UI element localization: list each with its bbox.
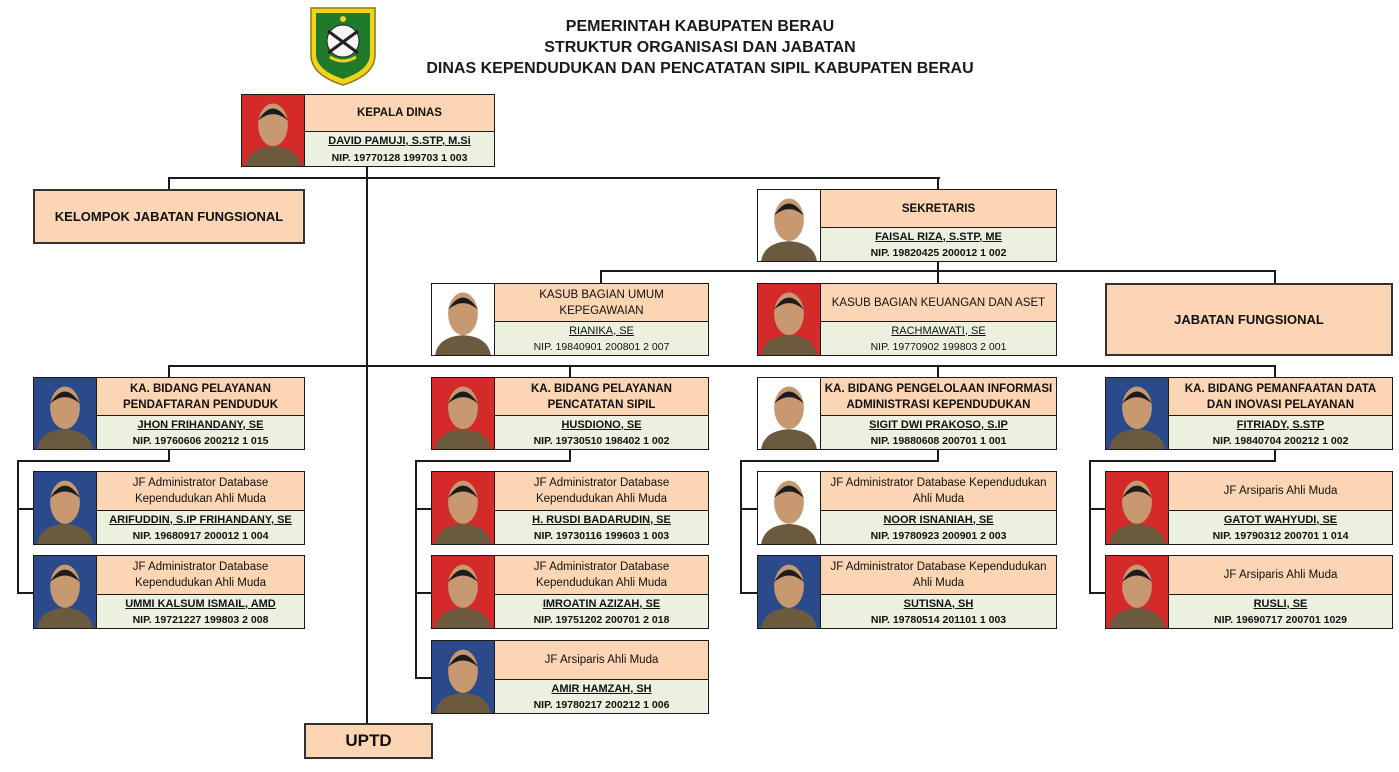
person-icon xyxy=(34,472,96,544)
person-icon xyxy=(432,556,494,628)
name-label: NOOR ISNANIAH, SE xyxy=(821,511,1056,529)
connector xyxy=(415,460,571,462)
avatar xyxy=(34,472,97,544)
avatar xyxy=(758,284,821,355)
sekretaris-card xyxy=(757,189,1057,262)
jabatan-fungsional-box xyxy=(1105,283,1393,356)
connector xyxy=(168,365,170,377)
nip-label: NIP. 19690717 200701 1029 xyxy=(1169,611,1392,628)
box-label: JABATAN FUNGSIONAL xyxy=(1174,312,1324,327)
position-label: JF Administrator Database Kependudukan Ahli Muda xyxy=(97,472,304,511)
person-icon xyxy=(432,284,494,355)
connector xyxy=(366,166,368,726)
avatar xyxy=(432,641,495,713)
bidang-head-card xyxy=(1105,377,1393,450)
person-icon xyxy=(432,472,494,544)
person-icon xyxy=(758,472,820,544)
staff-card xyxy=(1105,555,1393,629)
header-line-2: STRUKTUR ORGANISASI DAN JABATAN xyxy=(544,39,856,56)
avatar xyxy=(758,472,821,544)
position-label: JF Arsiparis Ahli Muda xyxy=(495,641,708,680)
name-label: ARIFUDDIN, S.IP FRIHANDANY, SE xyxy=(97,511,304,529)
kelompok-fungsional-box xyxy=(33,189,305,244)
avatar xyxy=(432,284,495,355)
avatar xyxy=(1106,556,1169,628)
position-label: JF Administrator Database Kependudukan Ahli Muda xyxy=(495,556,708,595)
staff-card xyxy=(757,555,1057,629)
staff-card xyxy=(757,471,1057,545)
nip-label: NIP. 19730116 199603 1 003 xyxy=(495,527,708,544)
nip-label: NIP. 19760606 200212 1 015 xyxy=(97,432,304,449)
nip-label: NIP. 19680917 200012 1 004 xyxy=(97,527,304,544)
nip-label: NIP. 19751202 200701 2 018 xyxy=(495,611,708,628)
nip-label: NIP. 19780923 200901 2 003 xyxy=(821,527,1056,544)
bidang-head-card xyxy=(757,377,1057,450)
connector xyxy=(168,365,1276,367)
person-icon xyxy=(34,378,96,449)
name-label: FAISAL RIZA, S.STP, ME xyxy=(821,228,1056,246)
name-label: RACHMAWATI, SE xyxy=(821,322,1056,340)
staff-card xyxy=(431,555,709,629)
connector xyxy=(740,592,758,594)
position-label: JF Administrator Database Kependudukan Ahli Muda xyxy=(821,472,1056,511)
connector xyxy=(937,177,939,189)
avatar xyxy=(1106,472,1169,544)
nip-label: NIP. 19790312 200701 1 014 xyxy=(1169,527,1392,544)
staff-card xyxy=(33,555,305,629)
name-label: SIGIT DWI PRAKOSO, S.IP xyxy=(821,416,1056,434)
nip-label: NIP. 19770128 199703 1 003 xyxy=(305,149,494,166)
name-label: SUTISNA, SH xyxy=(821,595,1056,613)
person-icon xyxy=(758,556,820,628)
bidang-head-card xyxy=(431,377,709,450)
person-icon xyxy=(758,378,820,449)
position-label: KA. BIDANG PELAYANAN PENDAFTARAN PENDUDUK xyxy=(97,378,304,416)
box-label: KELOMPOK JABATAN FUNGSIONAL xyxy=(54,209,284,224)
person-icon xyxy=(758,190,820,261)
name-label: IMROATIN AZIZAH, SE xyxy=(495,595,708,613)
position-label: KASUB BAGIAN UMUM KEPEGAWAIAN xyxy=(495,284,708,322)
name-label: JHON FRIHANDANY, SE xyxy=(97,416,304,434)
kasubag-keuangan-card xyxy=(757,283,1057,356)
connector xyxy=(17,460,19,594)
header-line-3: DINAS KEPENDUDUKAN DAN PENCATATAN SIPIL KABUPATEN BERAU xyxy=(426,60,974,77)
connector xyxy=(415,460,417,679)
person-icon xyxy=(1106,378,1168,449)
person-icon xyxy=(1106,472,1168,544)
avatar xyxy=(758,190,821,261)
position-label: JF Administrator Database Kependudukan Ahli Muda xyxy=(821,556,1056,595)
connector xyxy=(1089,460,1091,594)
staff-card xyxy=(431,471,709,545)
avatar xyxy=(432,556,495,628)
person-icon xyxy=(432,378,494,449)
staff-card xyxy=(1105,471,1393,545)
connector xyxy=(168,177,170,189)
person-icon xyxy=(758,284,820,355)
avatar xyxy=(242,95,305,166)
connector xyxy=(937,270,939,283)
position-label: JF Arsiparis Ahli Muda xyxy=(1169,556,1392,595)
avatar xyxy=(1106,378,1169,449)
name-label: UMMI KALSUM ISMAIL, AMD xyxy=(97,595,304,613)
position-label: KASUB BAGIAN KEUANGAN DAN ASET xyxy=(821,284,1056,322)
connector xyxy=(1274,365,1276,377)
connector xyxy=(740,508,758,510)
connector xyxy=(937,365,939,377)
avatar xyxy=(34,378,97,449)
staff-card xyxy=(33,471,305,545)
staff-card xyxy=(431,640,709,714)
connector xyxy=(740,460,939,462)
position-label: SEKRETARIS xyxy=(821,190,1056,228)
connector xyxy=(168,177,940,179)
position-label: JF Administrator Database Kependudukan Ahli Muda xyxy=(97,556,304,595)
box-label: UPTD xyxy=(345,731,392,750)
bidang-head-card xyxy=(33,377,305,450)
nip-label: NIP. 19780217 200212 1 006 xyxy=(495,696,708,713)
connector xyxy=(1089,460,1276,462)
name-label: DAVID PAMUJI, S.STP, M.Si xyxy=(305,132,494,150)
name-label: AMIR HAMZAH, SH xyxy=(495,680,708,698)
connector xyxy=(1274,270,1276,283)
connector xyxy=(17,460,170,462)
nip-label: NIP. 19820425 200012 1 002 xyxy=(821,244,1056,261)
person-icon xyxy=(242,95,304,166)
person-icon xyxy=(432,641,494,713)
position-label: JF Arsiparis Ahli Muda xyxy=(1169,472,1392,511)
nip-label: NIP. 19780514 201101 1 003 xyxy=(821,611,1056,628)
position-label: KEPALA DINAS xyxy=(305,95,494,132)
kasubag-umum-card xyxy=(431,283,709,356)
connector xyxy=(740,460,742,594)
nip-label: NIP. 19840901 200801 2 007 xyxy=(495,338,708,355)
avatar xyxy=(34,556,97,628)
avatar xyxy=(758,378,821,449)
name-label: RIANIKA, SE xyxy=(495,322,708,340)
avatar xyxy=(432,378,495,449)
position-label: JF Administrator Database Kependudukan Ahli Muda xyxy=(495,472,708,511)
connector xyxy=(600,270,602,283)
position-label: KA. BIDANG PEMANFAATAN DATA DAN INOVASI PELAYANAN xyxy=(1169,378,1392,416)
nip-label: NIP. 19770902 199803 2 001 xyxy=(821,338,1056,355)
name-label: HUSDIONO, SE xyxy=(495,416,708,434)
connector xyxy=(569,365,571,377)
nip-label: NIP. 19880608 200701 1 001 xyxy=(821,432,1056,449)
name-label: RUSLI, SE xyxy=(1169,595,1392,613)
person-icon xyxy=(34,556,96,628)
name-label: FITRIADY, S.STP xyxy=(1169,416,1392,434)
nip-label: NIP. 19840704 200212 1 002 xyxy=(1169,432,1392,449)
person-icon xyxy=(1106,556,1168,628)
uptd-box xyxy=(304,723,433,759)
kepala-dinas-card xyxy=(241,94,495,167)
name-label: H. RUSDI BADARUDIN, SE xyxy=(495,511,708,529)
position-label: KA. BIDANG PENGELOLAAN INFORMASI ADMINISTRASI KEPENDUDUKAN xyxy=(821,378,1056,416)
nip-label: NIP. 19730510 198402 1 002 xyxy=(495,432,708,449)
header-line-1: PEMERINTAH KABUPATEN BERAU xyxy=(565,18,835,35)
avatar xyxy=(432,472,495,544)
name-label: GATOT WAHYUDI, SE xyxy=(1169,511,1392,529)
avatar xyxy=(758,556,821,628)
nip-label: NIP. 19721227 199803 2 008 xyxy=(97,611,304,628)
position-label: KA. BIDANG PELAYANAN PENCATATAN SIPIL xyxy=(495,378,708,416)
